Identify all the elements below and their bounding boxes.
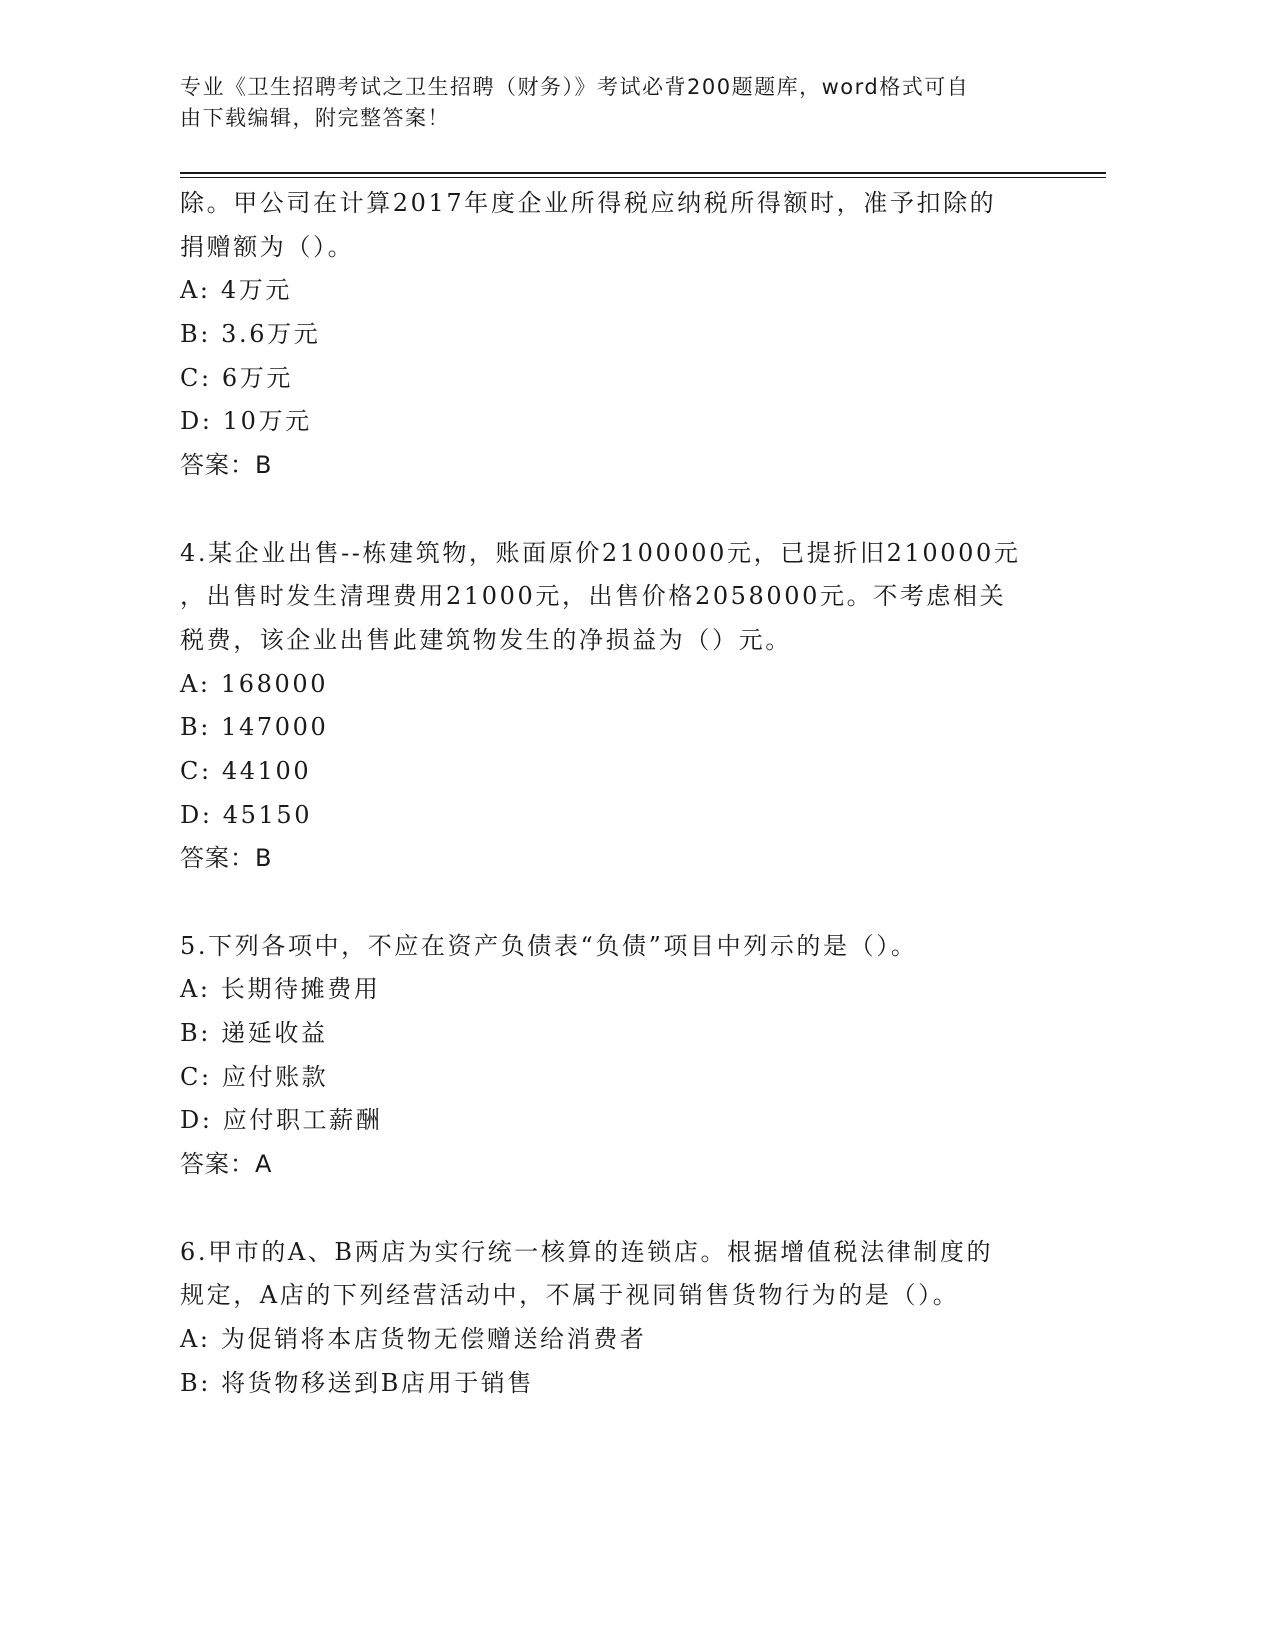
option-a: A: 长期待摊费用 bbox=[180, 975, 381, 1004]
answer: 答案：B bbox=[180, 844, 273, 873]
question-text-line: 6.甲市的A、B两店为实行统一核算的连锁店。根据增值税法律制度的 bbox=[180, 1237, 994, 1266]
question-text-line: ，出售时发生清理费用21000元，出售价格2058000元。不考虑相关 bbox=[180, 582, 1007, 611]
question-6 bbox=[180, 1231, 1080, 1406]
answer: 答案：A bbox=[180, 1150, 273, 1179]
option-b: B: 147000 bbox=[180, 713, 329, 742]
option-c: C: 44100 bbox=[180, 756, 312, 785]
document-header bbox=[180, 72, 1060, 134]
question-text-line: 5.下列各项中，不应在资产负债表“负债”项目中列示的是（）。 bbox=[180, 931, 918, 960]
option-c: C: 应付账款 bbox=[180, 1062, 329, 1091]
option-d: D: 应付职工薪酬 bbox=[180, 1106, 383, 1135]
question-text-line: 4.某企业出售--栋建筑物，账面原价2100000元，已提折旧210000元 bbox=[180, 538, 1021, 567]
spacer bbox=[180, 1187, 1080, 1231]
header-line-2: 由下载编辑，附完整答案！ bbox=[180, 106, 450, 130]
option-a: A: 4万元 bbox=[180, 276, 292, 305]
header-rule-thick bbox=[180, 172, 1106, 174]
header-line-1: 专业《卫生招聘考试之卫生招聘（财务）》考试必背200题题库，word格式可自 bbox=[180, 75, 970, 99]
question-5 bbox=[180, 925, 1080, 1187]
option-d: D: 10万元 bbox=[180, 407, 312, 436]
option-b: B: 3.6万元 bbox=[180, 320, 321, 349]
question-list bbox=[180, 182, 1080, 1405]
header-rule-thin bbox=[180, 177, 1106, 178]
question-text-line: 除。甲公司在计算2017年度企业所得税应纳税所得额时，准予扣除的 bbox=[180, 189, 997, 217]
option-b: B: 将货物移送到B店用于销售 bbox=[180, 1368, 534, 1397]
option-a: A: 168000 bbox=[180, 669, 329, 698]
spacer bbox=[180, 881, 1080, 925]
question-4 bbox=[180, 532, 1080, 882]
question-3 bbox=[180, 182, 1080, 488]
question-text-line: 税费，该企业出售此建筑物发生的净损益为（）元。 bbox=[180, 625, 792, 654]
question-text-line: 规定，A店的下列经营活动中，不属于视同销售货物行为的是（）。 bbox=[180, 1281, 960, 1310]
answer: 答案：B bbox=[180, 451, 273, 480]
option-b: B: 递延收益 bbox=[180, 1019, 328, 1048]
spacer bbox=[180, 488, 1080, 532]
option-a: A: 为促销将本店货物无偿赠送给消费者 bbox=[180, 1324, 647, 1353]
question-text-line: 捐赠额为（）。 bbox=[180, 232, 355, 261]
option-d: D: 45150 bbox=[180, 800, 313, 829]
option-c: C: 6万元 bbox=[180, 363, 293, 392]
